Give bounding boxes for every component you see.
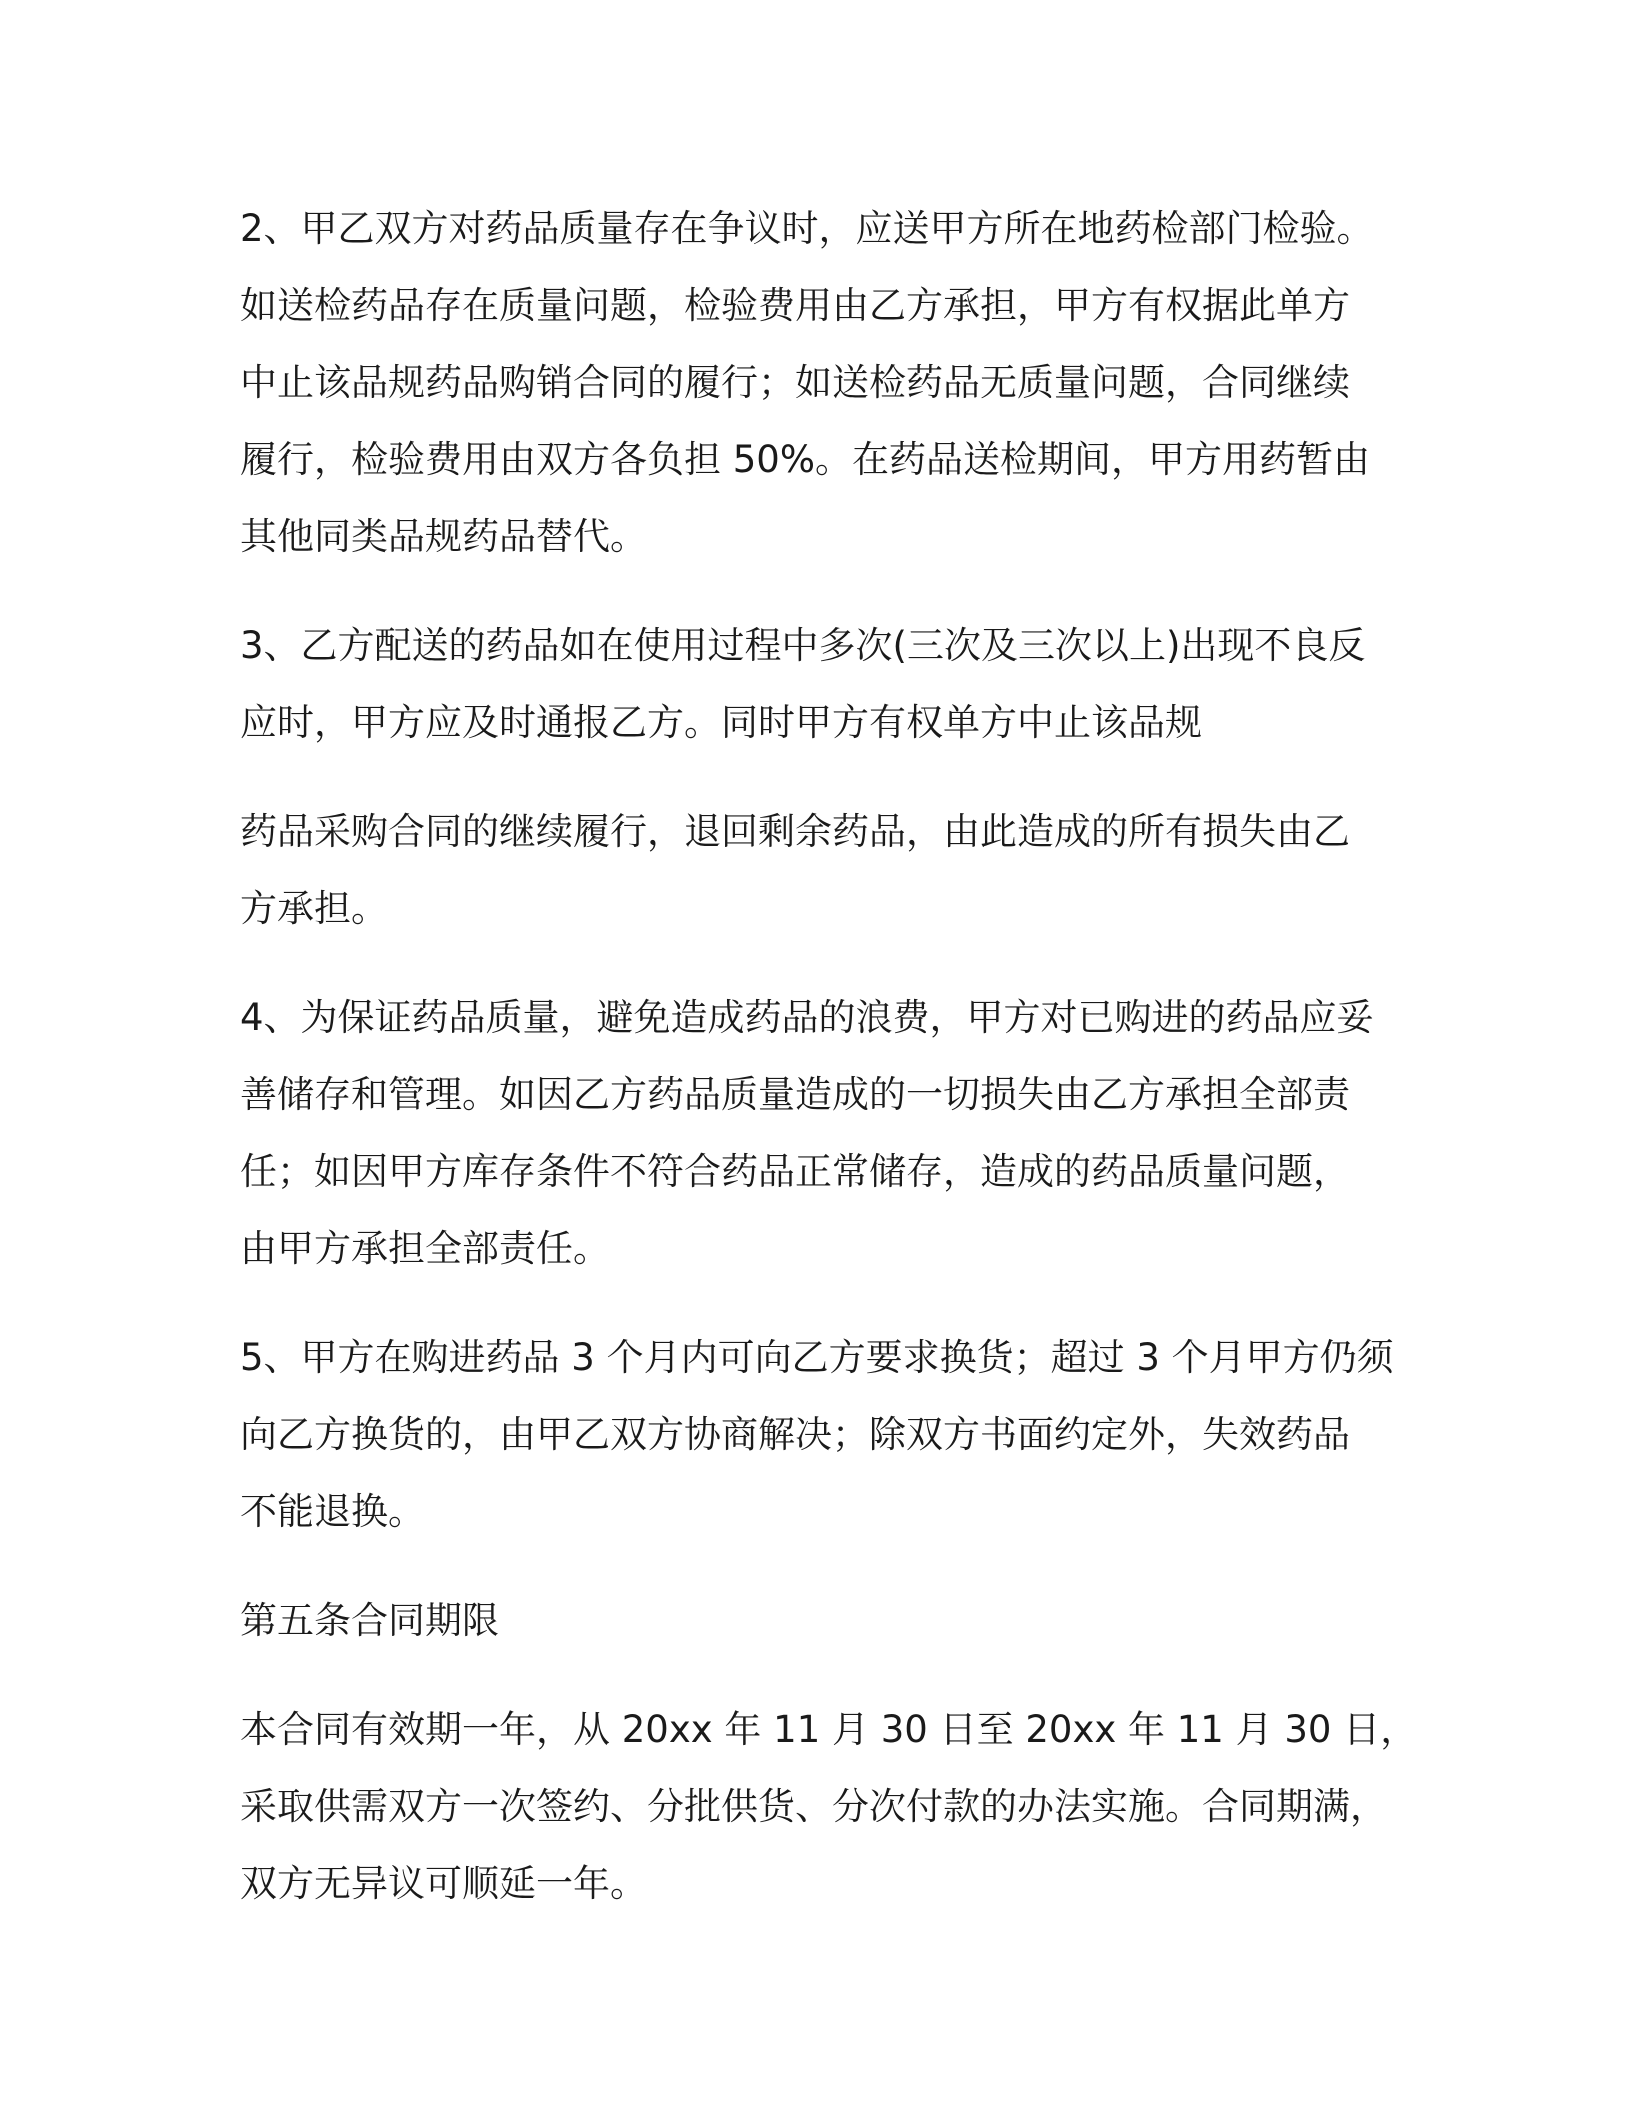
text-line: 药品采购合同的继续履行，退回剩余药品，由此造成的所有损失由乙 (240, 810, 1350, 853)
paragraph-spacer (240, 575, 1400, 607)
paragraph-spacer (240, 947, 1400, 979)
section-heading-article-5 (240, 1582, 1400, 1659)
paragraph-contract-term (240, 1691, 1418, 1922)
text-line: 任；如因甲方库存条件不符合药品正常储存，造成的药品质量问题， (240, 1150, 1350, 1193)
text-line: 向乙方换货的，由甲乙双方协商解决；除双方书面约定外，失效药品 (240, 1413, 1350, 1456)
text-line: 双方无异议可顺延一年。 (240, 1862, 647, 1905)
text-line: 履行，检验费用由双方各负担 50%。在药品送检期间，甲方用药暂由 (240, 438, 1370, 481)
text-line: 其他同类品规药品替代。 (240, 515, 647, 558)
text-line: 应时，甲方应及时通报乙方。同时甲方有权单方中止该品规 (240, 701, 1202, 744)
paragraph-clause-3-continued (240, 793, 1400, 947)
text-line: 如送检药品存在质量问题，检验费用由乙方承担，甲方有权据此单方 (240, 284, 1350, 327)
heading-text: 第五条合同期限 (240, 1599, 499, 1642)
paragraph-clause-4 (240, 979, 1400, 1287)
document-body (240, 190, 1418, 1922)
paragraph-spacer (240, 1287, 1400, 1319)
text-line: 由甲方承担全部责任。 (240, 1227, 610, 1270)
text-line: 3、乙方配送的药品如在使用过程中多次(三次及三次以上)出现不良反 (240, 624, 1366, 667)
text-line: 2、甲乙双方对药品质量存在争议时，应送甲方所在地药检部门检验。 (240, 207, 1374, 250)
text-line: 中止该品规药品购销合同的履行；如送检药品无质量问题，合同继续 (240, 361, 1350, 404)
text-line: 采取供需双方一次签约、分批供货、分次付款的办法实施。合同期满， (240, 1785, 1387, 1828)
text-line: 方承担。 (240, 887, 388, 930)
text-line: 本合同有效期一年，从 20xx 年 11 月 30 日至 20xx 年 11 月 30 日， (240, 1708, 1418, 1751)
text-line: 4、为保证药品质量，避免造成药品的浪费，甲方对已购进的药品应妥 (240, 996, 1374, 1039)
text-line: 善储存和管理。如因乙方药品质量造成的一切损失由乙方承担全部责 (240, 1073, 1350, 1116)
paragraph-clause-5 (240, 1319, 1400, 1550)
text-line: 不能退换。 (240, 1490, 425, 1533)
paragraph-spacer (240, 1659, 1400, 1691)
text-line: 5、甲方在购进药品 3 个月内可向乙方要求换货；超过 3 个月甲方仍须 (240, 1336, 1394, 1379)
paragraph-clause-2 (240, 190, 1400, 575)
paragraph-spacer (240, 761, 1400, 793)
paragraph-spacer (240, 1550, 1400, 1582)
paragraph-clause-3 (240, 607, 1400, 761)
